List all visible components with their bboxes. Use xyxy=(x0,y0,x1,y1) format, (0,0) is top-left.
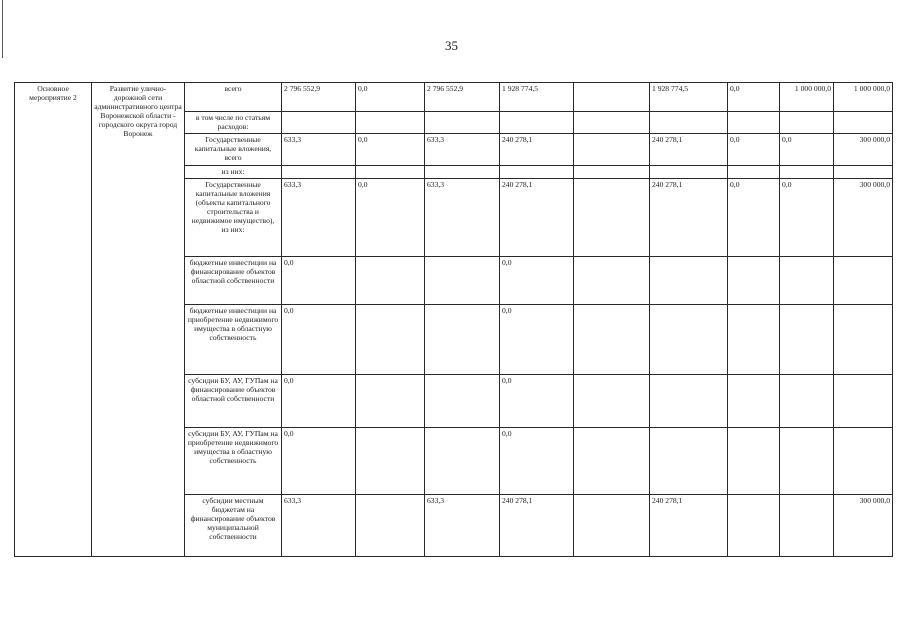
value-cell: 0,0 xyxy=(780,133,834,165)
value-cell xyxy=(780,256,834,305)
value-cell xyxy=(728,495,780,557)
value-cell xyxy=(834,112,893,133)
value-cell xyxy=(728,375,780,428)
value-cell: 0,0 xyxy=(282,305,356,375)
value-cell: 0,0 xyxy=(500,428,574,495)
value-cell xyxy=(356,166,425,179)
value-cell xyxy=(356,305,425,375)
value-cell xyxy=(834,305,893,375)
value-cell xyxy=(780,305,834,375)
value-cell xyxy=(356,428,425,495)
value-cell xyxy=(728,305,780,375)
budget-table xyxy=(14,82,893,557)
value-cell: 1 928 774,5 xyxy=(650,83,728,112)
value-cell xyxy=(500,166,574,179)
value-cell xyxy=(574,428,650,495)
value-cell: 240 278,1 xyxy=(500,179,574,256)
value-cell xyxy=(425,305,500,375)
value-cell: 0,0 xyxy=(356,83,425,112)
row-label-by-items: в том числе по статьям расходов: xyxy=(185,112,282,133)
row-label-capital-investments: Государственные капитальные вложения, всего xyxy=(185,133,282,165)
value-cell xyxy=(425,112,500,133)
value-cell: 240 278,1 xyxy=(500,495,574,557)
value-cell xyxy=(650,305,728,375)
value-cell xyxy=(425,256,500,305)
value-cell xyxy=(650,375,728,428)
row-label-budget-investments-property: бюджетные инвестиции на приобретение недвижимого имущества в областную собственность xyxy=(185,305,282,375)
value-cell: 240 278,1 xyxy=(650,179,728,256)
value-cell xyxy=(574,133,650,165)
value-cell xyxy=(574,256,650,305)
value-cell xyxy=(500,112,574,133)
table-row xyxy=(15,83,893,112)
value-cell: 0,0 xyxy=(728,83,780,112)
value-cell: 300 000,0 xyxy=(834,495,893,557)
row-label-total: всего xyxy=(185,83,282,112)
measure-title-cell: Основное мероприятие 2 xyxy=(15,83,92,557)
value-cell xyxy=(780,112,834,133)
value-cell xyxy=(425,375,500,428)
value-cell: 300 000,0 xyxy=(834,179,893,256)
value-cell xyxy=(356,375,425,428)
value-cell: 0,0 xyxy=(282,375,356,428)
value-cell xyxy=(574,305,650,375)
value-cell: 633,3 xyxy=(282,133,356,165)
value-cell xyxy=(356,495,425,557)
value-cell xyxy=(780,166,834,179)
value-cell xyxy=(728,428,780,495)
value-cell: 0,0 xyxy=(780,179,834,256)
value-cell xyxy=(425,166,500,179)
row-label-subsidies-property: субсидии БУ, АУ, ГУПам на приобретение недвижимого имущества в областную собственность xyxy=(185,428,282,495)
value-cell: 0,0 xyxy=(500,305,574,375)
value-cell xyxy=(834,428,893,495)
value-cell: 2 796 552,9 xyxy=(425,83,500,112)
value-cell xyxy=(780,375,834,428)
row-label-subsidies-objects: субсидии БУ, АУ, ГУПам на финансирование объектов областной собственности xyxy=(185,375,282,428)
value-cell: 1 000 000,0 xyxy=(780,83,834,112)
value-cell xyxy=(574,83,650,112)
value-cell xyxy=(780,495,834,557)
row-sublabel-text: из них: xyxy=(221,225,245,235)
row-label-budget-investments-objects: бюджетные инвестиции на финансирование объектов областной собственности xyxy=(185,256,282,305)
value-cell: 300 000,0 xyxy=(834,133,893,165)
value-cell xyxy=(650,256,728,305)
value-cell xyxy=(728,256,780,305)
value-cell: 1 000 000,0 xyxy=(834,83,893,112)
value-cell xyxy=(650,112,728,133)
value-cell xyxy=(834,166,893,179)
value-cell: 2 796 552,9 xyxy=(282,83,356,112)
value-cell xyxy=(574,179,650,256)
value-cell xyxy=(780,428,834,495)
row-label-text: Государственные капитальные вложения (объекты капитального строительства и недвижимое имущество), xyxy=(191,180,275,226)
value-cell xyxy=(728,112,780,133)
value-cell xyxy=(425,428,500,495)
value-cell xyxy=(356,256,425,305)
value-cell xyxy=(574,112,650,133)
value-cell xyxy=(356,112,425,133)
value-cell xyxy=(728,166,780,179)
value-cell xyxy=(574,166,650,179)
value-cell: 0,0 xyxy=(728,133,780,165)
value-cell: 0,0 xyxy=(356,179,425,256)
value-cell: 240 278,1 xyxy=(650,495,728,557)
value-cell: 633,3 xyxy=(425,133,500,165)
value-cell: 0,0 xyxy=(728,179,780,256)
value-cell: 1 928 774,5 xyxy=(500,83,574,112)
value-cell: 240 278,1 xyxy=(650,133,728,165)
value-cell xyxy=(650,428,728,495)
value-cell xyxy=(574,375,650,428)
value-cell: 0,0 xyxy=(500,375,574,428)
value-cell: 0,0 xyxy=(500,256,574,305)
value-cell: 633,3 xyxy=(425,179,500,256)
value-cell: 0,0 xyxy=(356,133,425,165)
value-cell: 633,3 xyxy=(425,495,500,557)
value-cell xyxy=(834,256,893,305)
value-cell xyxy=(282,166,356,179)
value-cell xyxy=(282,112,356,133)
page-number: 35 xyxy=(445,38,458,53)
value-cell: 240 278,1 xyxy=(500,133,574,165)
value-cell xyxy=(834,375,893,428)
row-label-of-which: из них: xyxy=(185,166,282,179)
activity-name-cell: Развитие улично-дорожной сети административного центра Воронежской области - городского округа город Воронеж xyxy=(92,83,185,557)
value-cell xyxy=(574,495,650,557)
row-label-capital-objects xyxy=(185,179,282,256)
value-cell: 0,0 xyxy=(282,256,356,305)
value-cell: 633,3 xyxy=(282,179,356,256)
value-cell: 633,3 xyxy=(282,495,356,557)
value-cell xyxy=(650,166,728,179)
value-cell: 0,0 xyxy=(282,428,356,495)
row-label-local-subsidies: субсидии местным бюджетам на финансирование объектов муниципальной собственности xyxy=(185,495,282,557)
